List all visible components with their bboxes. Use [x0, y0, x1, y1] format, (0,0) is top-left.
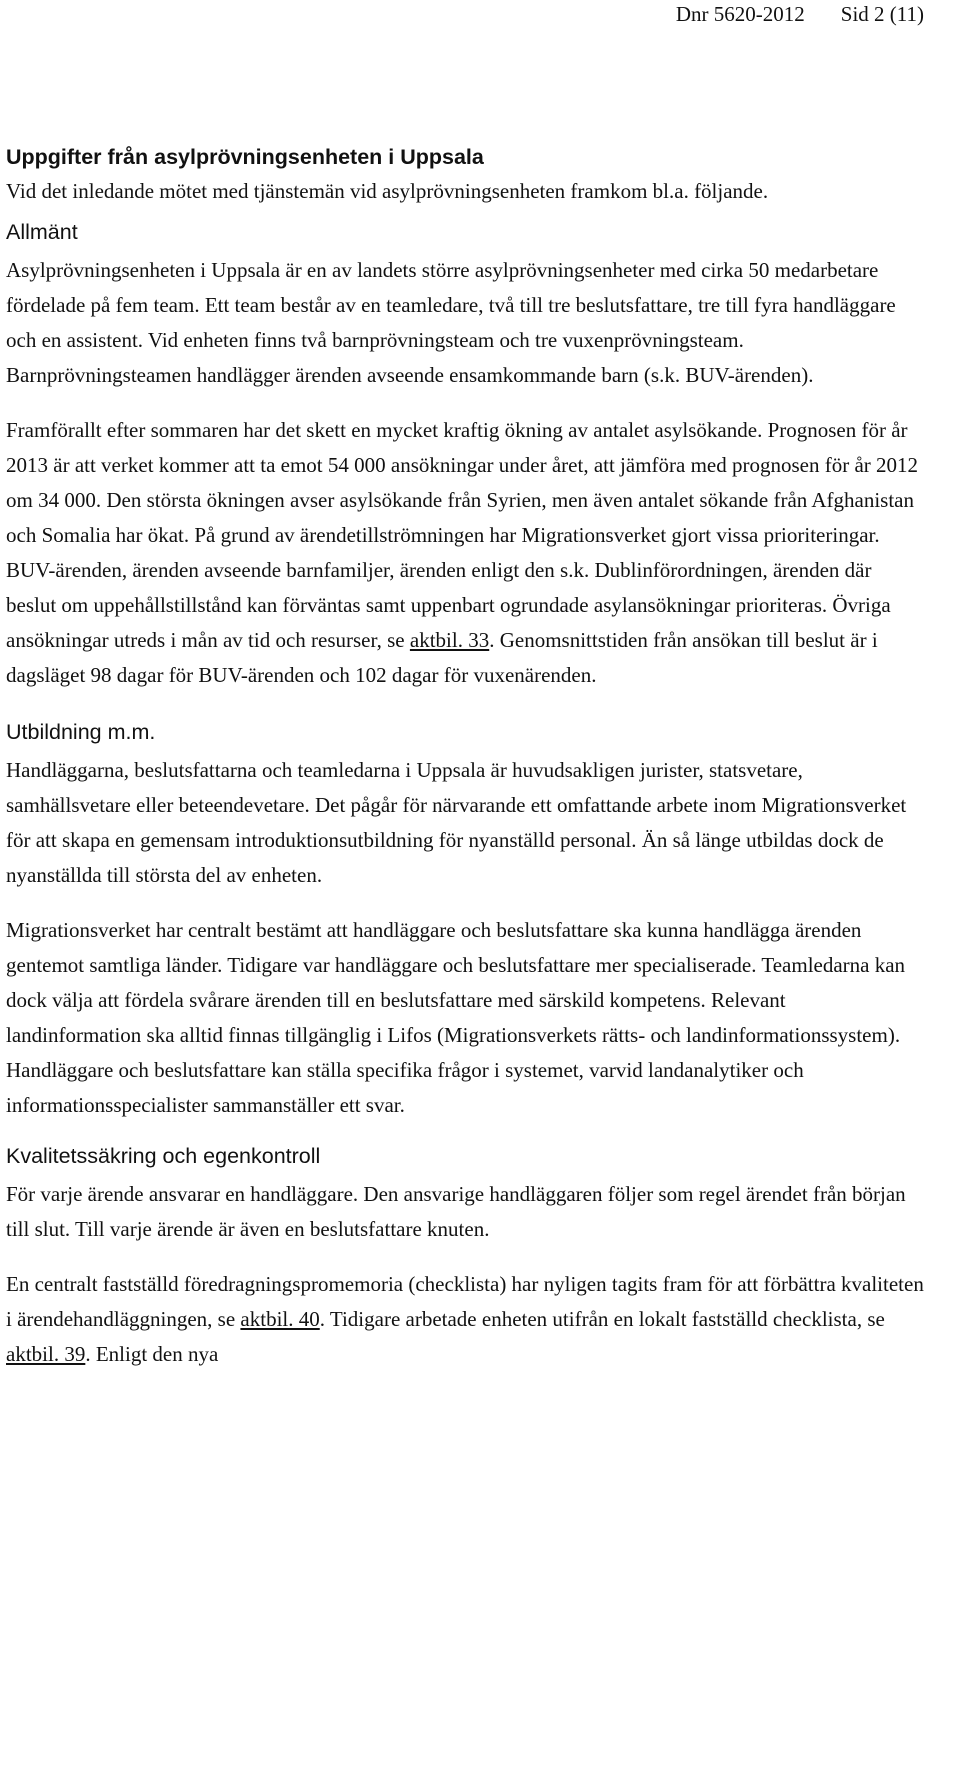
allmant-p2-text-1: Framförallt efter sommaren har det skett en mycket kraftig ökning av antalet asylsökande. Prognosen för år 2013 är att verket kommer att ta emot 54 000 ansökningar under året, att jämföra med prognosen för år 2012 om 34 000. Den största ökningen avser asylsökande från Syrien, men även antalet sökande från Afghanistan och Somalia har ökat. På grund av ärendetillströmningen har Migrationsverket gjort vissa prioriteringar. BUV-ärenden, ärenden avseende barnfamiljer, ärenden enligt den s.k. Dublinförordningen, ärenden där beslut om uppehållstillstånd kan förväntas samt uppenbart ogrundade asylansökningar prioriteras. Övriga ansökningar utreds i mån av tid och resurser, se — [6, 418, 919, 652]
document-body — [6, 144, 926, 1372]
page-number: Sid 2 (11) — [840, 2, 924, 26]
heading-allmant: Allmänt — [6, 220, 78, 244]
allmant-p2-text-2: . Genomsnittstiden från ansökan till beslut är i dagsläget 98 dagar för BUV-ärenden och 102 dagar för vuxenärenden. — [6, 628, 878, 687]
kvalitet-p2-text-2: . Tidigare arbetade enheten utifrån en lokalt fastställd checklista, se — [319, 1307, 885, 1331]
allmant-paragraph-1: Asylprövningsenheten i Uppsala är en av landets större asylprövningsenheter med cirka 50 medarbetare fördelade på fem team. Ett team består av en teamledare, två till tre beslutsfattare, tre till fyra handläggare och en assistent. Vid enheten finns två barnprövningsteam och tre vuxenprövningsteam. Barnprövningsteamen handlägger ärenden avseende ensamkommande barn (s.k. BUV-ärenden). — [6, 258, 896, 387]
kvalitet-paragraph-2 — [6, 1267, 926, 1372]
utbildning-paragraph-2: Migrationsverket har centralt bestämt att handläggare och beslutsfattare ska kunna handlägga ärenden gentemot samtliga länder. Tidigare var handläggare och beslutsfattare mer specialiserade. Teamledarna kan dock välja att fördela svårare ärenden till en beslutsfattare med särskild kompetens. Relevant landinformation ska alltid finnas tillgänglig i Lifos (Migrationsverkets rätts- och landinformationssystem). Handläggare och beslutsfattare kan ställa specifika frågor i systemet, varvid landanalytiker och informationsspecialister sammanställer ett svar. — [6, 918, 906, 1117]
heading-utbildning: Utbildning m.m. — [6, 720, 156, 744]
aktbil-39-link[interactable]: aktbil. 39 — [6, 1342, 86, 1366]
aktbil-33-link[interactable]: aktbil. 33 — [409, 628, 490, 652]
aktbil-40-link[interactable]: aktbil. 40 — [240, 1307, 320, 1331]
allmant-paragraph-2 — [6, 413, 926, 693]
heading-kvalitet: Kvalitetssäkring och egenkontroll — [6, 1144, 321, 1168]
kvalitet-p2-text-3: . Enligt den nya — [85, 1342, 219, 1366]
document-number: Dnr 5620-2012 — [675, 2, 805, 26]
section-title: Uppgifter från asylprövningsenheten i Uppsala — [6, 145, 484, 169]
kvalitet-p2-text-1: En centralt fastställd föredragningspromemoria (checklista) har nyligen tagits fram för att förbättra kvaliteten i ärendehandläggningen, se — [6, 1272, 924, 1331]
utbildning-paragraph-1: Handläggarna, beslutsfattarna och teamledarna i Uppsala är huvudsakligen jurister, statsvetare, samhällsvetare eller beteendevetare. Det pågår för närvarande ett omfattande arbete inom Migrationsverket för att skapa en gemensam introduktionsutbildning för nyanställd personal. Än så länge utbildas dock de nyanställda till största del av enheten. — [6, 758, 907, 887]
page-header — [676, 2, 924, 26]
kvalitet-paragraph-1: För varje ärende ansvarar en handläggare. Den ansvarige handläggaren följer som regel ärendet från början till slut. Till varje ärende är även en beslutsfattare knuten. — [6, 1182, 906, 1241]
intro-paragraph: Vid det inledande mötet med tjänstemän vid asylprövningsenheten framkom bl.a. följande. — [6, 179, 769, 203]
